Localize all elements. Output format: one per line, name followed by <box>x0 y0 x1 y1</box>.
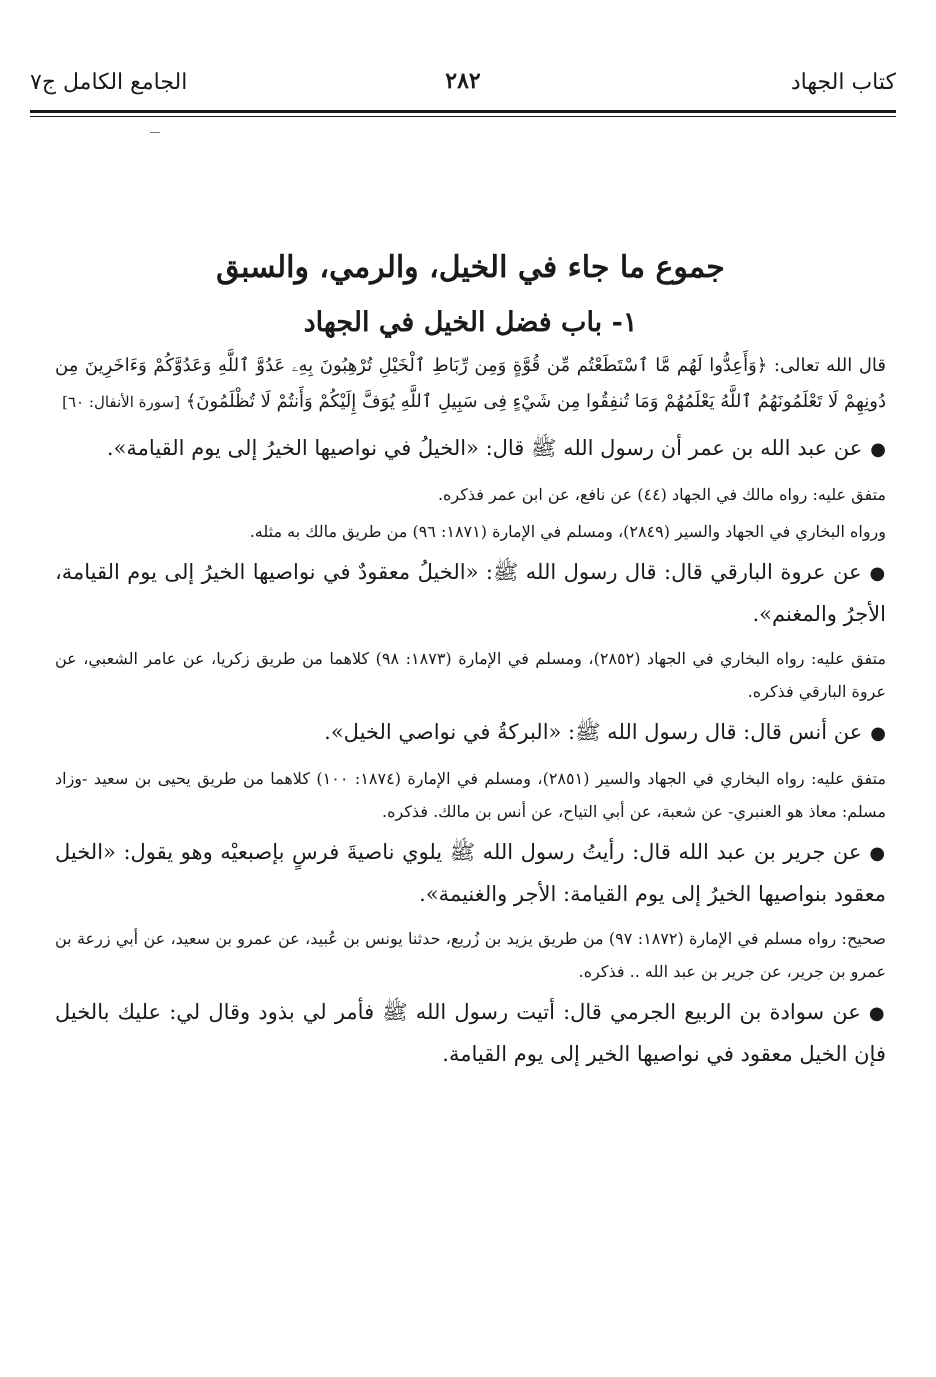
chapter-title: جموع ما جاء في الخيل، والرمي، والسبق <box>216 250 725 285</box>
bullet-icon: ● <box>869 843 886 864</box>
bullet-icon: ● <box>870 439 886 460</box>
page-header <box>30 62 896 102</box>
hadith-text <box>55 712 886 754</box>
header-rule-thick <box>30 110 896 113</box>
hadith-body: عن عبد الله بن عمر أن رسول الله ﷺ قال: «الخيلُ في نواصيها الخيرُ إلى يوم القيامة». <box>106 436 863 460</box>
hadith-body: عن سوادة بن الربيع الجرمي قال: أتيت رسول الله ﷺ فأمر لي بذود وقال لي: عليك بالخيل فإن الخيل معقود في نواصيها الخير إلى يوم القيامة. <box>55 1000 886 1066</box>
bullet-icon: ● <box>868 1003 886 1024</box>
hadith-body: عن جرير بن عبد الله قال: رأيتُ رسول الله ﷺ يلوي ناصيةَ فرسٍ بإصبعيْه وهو يقول: «الخيل معقود بنواصيها الخيرُ إلى يوم القيامة: الأجر والغنيمة». <box>55 840 886 906</box>
page-body <box>55 250 886 1082</box>
hadith-text <box>55 992 886 1074</box>
quran-verse-paragraph <box>55 348 886 420</box>
takhrij-text: متفق عليه: رواه مالك في الجهاد (٤٤) عن نافع، عن ابن عمر فذكره. <box>437 485 886 504</box>
takhrij-text: متفق عليه: رواه البخاري في الجهاد والسير (٢٨٥١)، ومسلم في الإمارة (١٨٧٤: ١٠٠) كلاهما من طريق يحيى بن سعيد -وزاد مسلم: معاذ هو العنبري- عن شعبة، عن أبي التياح، عن أنس بن مالك. فذكره. <box>55 769 886 821</box>
bab-title: ١- باب فضل الخيل في الجهاد <box>303 307 638 338</box>
takhrij-text: ورواه البخاري في الجهاد والسير (٢٨٤٩)، ومسلم في الإمارة (١٨٧١: ٩٦) من طريق مالك به مثله. <box>249 522 886 541</box>
verse-reference: [سورة الأنفال: ٦٠] <box>62 393 180 411</box>
margin-mark <box>150 132 160 133</box>
hadith-body: عن عروة البارقي قال: قال رسول الله ﷺ: «الخيلُ معقودٌ في نواصيها الخيرُ إلى يوم القيامة، الأجرُ والمغنم». <box>55 560 886 626</box>
bullet-icon: ● <box>869 563 886 584</box>
hadith-text <box>55 428 886 470</box>
header-rule-thin <box>30 116 896 117</box>
book-volume-title: الجامع الكامل ج٧ <box>30 70 188 95</box>
hadith-text <box>55 832 886 914</box>
takhrij-text: صحيح: رواه مسلم في الإمارة (١٨٧٢: ٩٧) من طريق يزيد بن زُريع، حدثنا يونس بن عُبيد، عن عمرو بن سعيد، عن أبي زرعة بن عمرو بن جرير، عن جرير بن عبد الله .. فذكره. <box>55 929 887 981</box>
hadith-body: عن أنس قال: قال رسول الله ﷺ: «البركةُ في نواصي الخيل». <box>324 720 863 744</box>
takhrij-text: متفق عليه: رواه البخاري في الجهاد (٢٨٥٢)، ومسلم في الإمارة (١٨٧٣: ٩٨) كلاهما من طريق زكريا، عن عامر الشعبي، عن عروة البارقي فذكره. <box>55 649 887 701</box>
quran-text: ﴿وَأَعِدُّوا لَهُم مَّا ٱسْتَطَعْتُم مِّن قُوَّةٍ وَمِن رِّبَاطِ ٱلْخَيْلِ تُرْهِبُونَ بِهِۦ عَدُوَّ ٱللَّهِ وَعَدُوَّكُمْ وَءَاخَرِينَ مِن دُونِهِمْ لَا تَعْلَمُونَهُمُ ٱللَّهُ يَعْلَمُهُمْ وَمَا تُنفِقُوا مِن شَيْءٍ فِى سَبِيلِ ٱللَّهِ يُوَفَّ إِلَيْكُمْ وَأَنتُمْ لَا تُظْلَمُونَ﴾ <box>55 355 886 412</box>
page-number: ٢٨٢ <box>445 68 481 94</box>
bullet-icon: ● <box>870 723 886 744</box>
book-section-title: كتاب الجهاد <box>790 70 896 95</box>
hadith-text <box>55 552 886 634</box>
verse-intro: قال الله تعالى: <box>773 355 886 376</box>
